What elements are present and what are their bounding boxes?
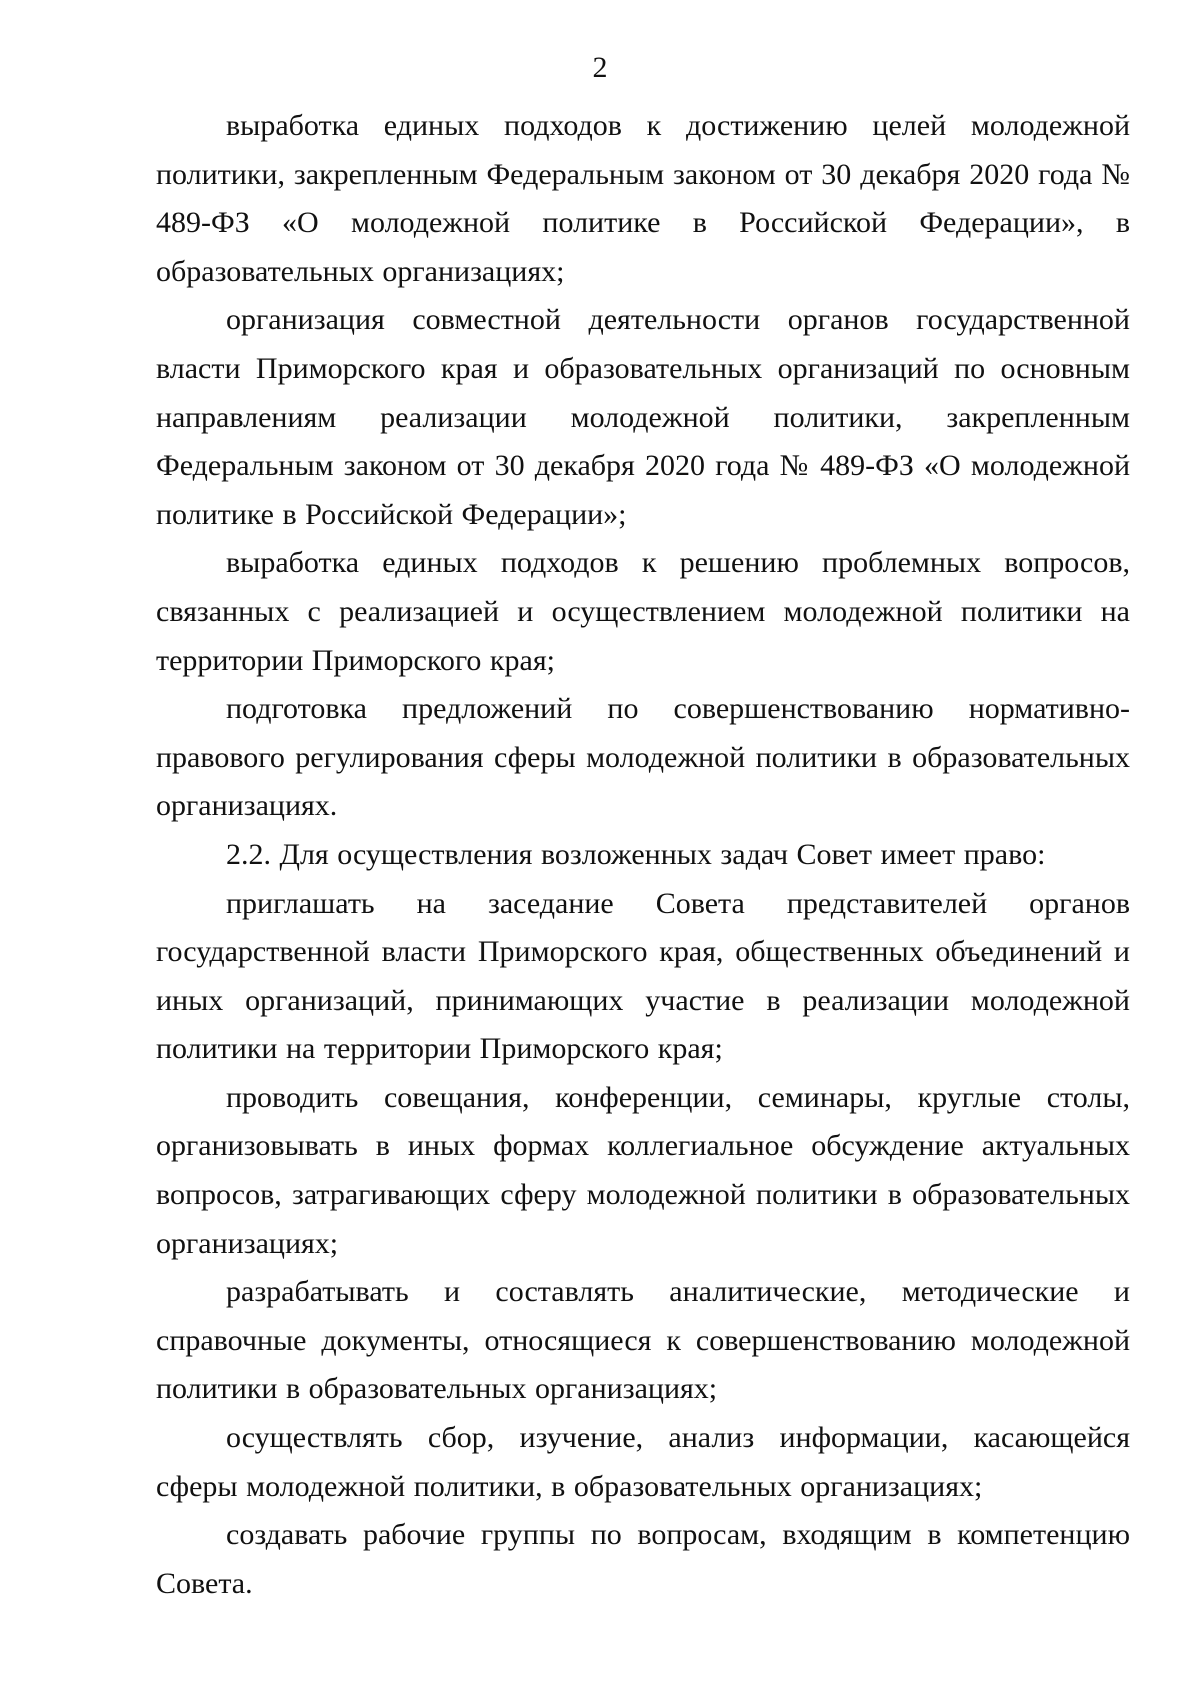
paragraph-hold-meetings: проводить совещания, конференции, семинары, круглые столы, организовывать в иных формах коллегиальное обсуждение актуальных вопросов, затрагивающих сферу молодежной политики в образовательных организациях; bbox=[156, 1080, 1130, 1260]
paragraph-section-2-2: 2.2. Для осуществления возложенных задач Совет имеет право: bbox=[226, 837, 1046, 871]
paragraph-joint-activity: организация совместной деятельности органов государственной власти Приморского края и образовательных организаций по основным направлениям реализации молодежной политики, закрепленным Федеральным законом от 30 декабря 2020 года № 489-ФЗ «О молодежной политике в Российской Федерации»; bbox=[156, 303, 1130, 531]
paragraph-collect-information: осуществлять сбор, изучение, анализ информации, касающейся сферы молодежной политики, в образовательных организациях; bbox=[156, 1421, 1130, 1503]
page-number: 2 bbox=[592, 51, 608, 84]
paragraph-regulation-proposals: подготовка предложений по совершенствованию нормативно-правового регулирования сферы молодежной политики в образовательных организациях. bbox=[156, 692, 1130, 823]
paragraph-develop-documents: разрабатывать и составлять аналитические, методические и справочные документы, относящиеся к совершенствованию молодежной политики в образовательных организациях; bbox=[156, 1275, 1130, 1406]
paragraph-invite-representatives: приглашать на заседание Совета представителей органов государственной власти Приморского края, общественных объединений и иных организаций, принимающих участие в реализации молодежной политики на территории Приморского края; bbox=[156, 886, 1130, 1066]
paragraph-unified-approaches-goals: выработка единых подходов к достижению целей молодежной политики, закрепленным Федеральным законом от 30 декабря 2020 года № 489-ФЗ «О молодежной политике в Российской Федерации», в образовательных организациях; bbox=[156, 109, 1130, 288]
paragraph-unified-approaches-problems: выработка единых подходов к решению проблемных вопросов, связанных с реализацией и осуществлением молодежной политики на территории Приморского края; bbox=[156, 546, 1130, 677]
document-body bbox=[156, 102, 1130, 1608]
paragraph-working-groups: создавать рабочие группы по вопросам, входящим в компетенцию Совета. bbox=[156, 1518, 1130, 1600]
